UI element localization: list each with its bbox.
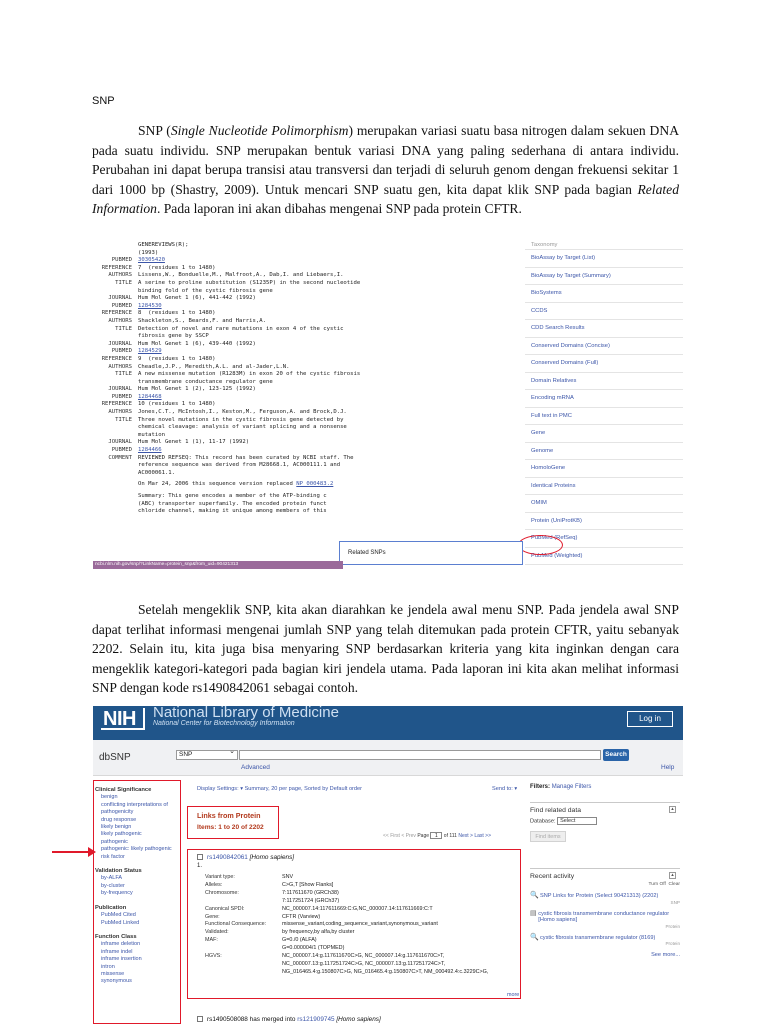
result-field — [205, 906, 515, 912]
manage-filters-link[interactable]: Manage Filters — [551, 784, 592, 790]
result-field-label — [205, 969, 282, 975]
nih-header — [93, 706, 683, 740]
related-link[interactable]: Protein (UniProtKB) — [525, 513, 683, 531]
comment-text: reference sequence was derived from M28668.1, AC000111.1 and — [138, 462, 341, 469]
record-row — [93, 250, 513, 258]
record-key — [93, 462, 138, 470]
record-value: GENEREVIEWS(R); — [138, 242, 189, 248]
record-row — [93, 295, 513, 303]
para1-text-b: ) merupakan variasi suatu basa nitrogen dalam sekuen DNA pada suatu individu. SNP merupakan bentuk variasi DNA yang paling sederhana di antara individu. Perubahan ini dapat berupa transisi atau transversi dan terjadi di seluruh genom dengan frekuensi sekitar 1 dari 1000 bp (Shastry, 2009). Untuk mencari SNP suatu gen, kita dapat klik SNP pada bagian — [92, 123, 680, 197]
record-row — [93, 326, 513, 334]
filter-item[interactable]: PubMed Cited — [101, 912, 136, 919]
filter-item[interactable]: inframe insertion — [101, 956, 142, 963]
comment-text: AC000061.1. — [138, 469, 176, 476]
related-link[interactable]: Conserved Domains (Full) — [525, 355, 683, 373]
summary-row — [93, 493, 513, 501]
related-link[interactable]: BioSystems — [525, 285, 683, 303]
related-link[interactable]: CDD Search Results — [525, 320, 683, 338]
record-row — [93, 356, 513, 364]
record-key: REFERENCE — [101, 310, 132, 317]
record-key: REFERENCE — [101, 401, 132, 408]
result-field-value: NC_000007.13:g.117251724C>G, NC_000007.13:g.117251724C>T, — [282, 960, 446, 967]
filter-item[interactable]: risk factor — [101, 853, 125, 860]
record-value: (1993) — [138, 249, 159, 256]
result-field-label: Gene: — [205, 913, 220, 920]
para2-text: Setelah mengeklik SNP, kita akan diarahkan ke jendela awal menu SNP. Pada jendela awal SNP dapat terlihat informasi mengenai jumlah SNP yang telah ditemukan pada protein CFTR, yaitu sebanyak 2202. Selain itu, kita juga bisa menyaring SNP berdasarkan kriteria yang kita inginkan dengan cara mengeklik kategori-kategori pada bagian kiri jendela utama. Pada laporan ini kita akan melihat informasi SNP dengan kode rs1490842061 sebagai contoh. — [92, 602, 679, 696]
pager-next[interactable]: Next > — [458, 832, 473, 839]
db-label: dbSNP — [99, 752, 131, 763]
pager-last[interactable]: Last >> — [474, 832, 492, 839]
summary-text: (ABC) transporter superfamily. The encoded protein funct — [138, 500, 327, 507]
record-key: JOURNAL — [108, 439, 132, 446]
related-link[interactable]: CCDS — [525, 303, 683, 321]
display-settings[interactable]: Display Settings: ▾ Summary, 20 per page, Sorted by Default order — [197, 786, 363, 792]
record-key: PUBMED — [111, 348, 132, 355]
result-field — [205, 953, 515, 959]
result-field-value: SNV — [282, 874, 294, 880]
record-value: A new missense mutation (R1283M) in exon 20 of the cystic fibrosis — [138, 371, 361, 378]
pager-page-label: Page — [417, 832, 430, 839]
record-row — [93, 417, 513, 425]
search-icon: 🔍 — [530, 892, 539, 899]
pager — [383, 832, 491, 839]
document-icon: ▤ — [530, 909, 537, 917]
result-2-id: rs1490508088 — [207, 1016, 248, 1023]
filter-item[interactable]: conflicting interpretations of pathogenicity — [101, 801, 168, 816]
related-link[interactable] — [525, 565, 683, 570]
record-value: 9 (residues 1 to 1480) — [138, 355, 216, 362]
filter-item[interactable]: inframe deletion — [101, 941, 141, 948]
result-field — [205, 890, 515, 896]
record-row — [93, 265, 513, 273]
result-rs-link[interactable]: rs1490842061 — [207, 854, 248, 861]
filter-item[interactable]: by-cluster — [101, 882, 125, 889]
para1-text-c: . Pada laporan ini akan dibahas mengenai SNP pada protein CFTR. — [156, 201, 522, 217]
record-key: PUBMED — [111, 393, 132, 400]
recent-controls — [530, 882, 680, 887]
record-row — [93, 333, 513, 341]
result-field-value: NC_000007.14:g.117611670C>G, NC_000007.14:g.117611670C>T, — [282, 953, 445, 960]
search-bar — [93, 740, 683, 776]
result-field-label: Alleles: — [205, 881, 223, 888]
result-field-label: HGVS: — [205, 953, 222, 960]
related-link[interactable]: Taxonomy — [525, 242, 683, 250]
result-field-label — [205, 945, 282, 951]
filter-sidebar — [95, 780, 177, 986]
record-key: AUTHORS — [108, 409, 132, 416]
comment-row — [93, 455, 513, 463]
record-value: Cheadle,J.P., Meredith,A.L. and al-Jader,L.N. — [138, 363, 290, 370]
pager-prev[interactable]: < Prev — [401, 832, 416, 839]
record-row — [93, 379, 513, 387]
record-value: 10 (residues 1 to 1480) — [138, 401, 216, 408]
para1-italic-term: Single Nucleotide Polimorphism — [170, 123, 349, 138]
send-to-menu[interactable]: Send to: ▾ — [492, 786, 518, 792]
red-arrow-annotation — [52, 851, 90, 853]
result-field-label — [205, 961, 282, 967]
record-row — [93, 348, 513, 356]
filter-section-title: Function Class — [95, 933, 137, 940]
record-value: Jones,C.T., McIntosh,I., Keston,M., Ferguson,A. and Brock,D.J. — [138, 409, 347, 416]
recent-activity-panel — [530, 868, 680, 978]
record-value: Three novel mutations in the cystic fibrosis gene detected by — [138, 416, 344, 423]
result-field — [205, 921, 515, 927]
recent-activity-text[interactable]: SNP Links for Protein (Select 90421313) (2202) — [540, 893, 659, 899]
genbank-record — [93, 242, 513, 516]
related-link[interactable]: Full text in PMC — [525, 408, 683, 426]
record-key: PUBMED — [111, 447, 132, 454]
record-value: Hum Mol Genet 1 (1), 11-17 (1992) — [138, 439, 250, 446]
record-key — [93, 493, 138, 501]
recent-activity-title: Recent activity — [530, 873, 575, 880]
record-row — [93, 424, 513, 432]
record-value: 8 (residues 1 to 1480) — [138, 310, 216, 317]
dbsnp-screenshot — [93, 706, 683, 1024]
record-key — [93, 501, 138, 509]
record-key: AUTHORS — [108, 272, 132, 279]
record-row — [93, 257, 513, 265]
find-related-panel — [530, 802, 680, 866]
protein-record-screenshot — [93, 242, 683, 570]
record-row — [93, 303, 513, 311]
record-key: REFERENCE — [101, 264, 132, 271]
snp-highlight-circle — [518, 535, 563, 555]
related-database-select[interactable]: Select — [557, 817, 597, 825]
database-label: Database: — [530, 818, 556, 825]
result-field-label: Canonical SPDI: — [205, 905, 245, 912]
recent-activity-db-tag: Protein — [665, 923, 680, 929]
para1-text-a: SNP ( — [138, 123, 171, 138]
result-field-value: CFTR (Varview) — [282, 913, 321, 920]
record-key: JOURNAL — [108, 340, 132, 347]
recent-activity-item[interactable] — [530, 893, 680, 900]
filter-item[interactable]: likely pathogenic — [101, 831, 142, 838]
record-row — [93, 386, 513, 394]
search-button[interactable]: Search — [603, 749, 629, 761]
record-row — [93, 401, 513, 409]
record-row — [93, 439, 513, 447]
related-link[interactable]: Domain Relatives — [525, 373, 683, 391]
related-link[interactable]: Gene — [525, 425, 683, 443]
more-link[interactable]: more — [507, 992, 520, 998]
result-field — [205, 874, 515, 880]
record-key — [93, 470, 138, 478]
record-key — [93, 333, 138, 341]
pager-first[interactable]: << First — [383, 832, 400, 839]
record-key: TITLE — [115, 416, 132, 423]
record-key — [93, 432, 138, 440]
result-field-value: missense_variant,coding_sequence_variant,synonymous_variant — [282, 921, 438, 928]
filter-section-title: Validation Status — [95, 868, 142, 875]
result-field-value: NG_016465.4:g.150807C>G, NG_016465.4:g.150807C>T, NM_000492.4:c.3229C>G, — [282, 968, 489, 975]
clear-link[interactable]: Clear — [668, 882, 680, 887]
result-2-text: has merged into — [247, 1016, 298, 1023]
filter-section-title: Publication — [95, 904, 127, 911]
comment-row — [93, 462, 513, 470]
record-row — [93, 280, 513, 288]
record-value: Hum Mol Genet 1 (2), 123-125 (1992) — [138, 386, 256, 393]
result-field — [205, 961, 515, 967]
summary-text: chloride channel, making it unique among members of this — [138, 508, 327, 515]
related-snps-tooltip: Related SNPs — [339, 541, 523, 565]
nih-logo[interactable]: NIH — [103, 708, 136, 730]
result-field — [205, 882, 515, 888]
panel-collapse-icon[interactable]: ▴ — [669, 806, 676, 813]
advanced-link[interactable]: Advanced — [241, 764, 270, 771]
record-row — [93, 394, 513, 402]
pubmed-link[interactable]: 30305420 — [138, 257, 165, 264]
login-button[interactable]: Log in — [627, 711, 673, 727]
related-link[interactable]: Encoding mRNA — [525, 390, 683, 408]
record-key: AUTHORS — [108, 317, 132, 324]
recent-activity-text[interactable]: cystic fibrosis transmembrane regulator (8169) — [540, 934, 656, 941]
record-key: AUTHORS — [108, 363, 132, 370]
record-key: PUBMED — [111, 302, 132, 309]
filter-item[interactable]: missense — [101, 970, 125, 977]
record-key — [93, 508, 138, 516]
record-row — [93, 288, 513, 296]
recent-activity-item[interactable] — [530, 935, 680, 942]
record-row — [93, 341, 513, 349]
filter-item[interactable]: by-ALFA — [101, 875, 123, 882]
record-key — [93, 379, 138, 387]
snp-window-paragraph — [92, 600, 679, 698]
filters-row — [530, 784, 680, 790]
items-count: Items: 1 to 20 of 2202 — [197, 824, 264, 831]
result-field-label: Functional Consequence: — [205, 921, 267, 928]
find-items-button[interactable]: Find items — [530, 831, 566, 842]
filter-item[interactable]: pathogenic: likely pathogenic — [101, 846, 172, 853]
recent-activity-db-tag: Protein — [665, 941, 680, 947]
result-checkbox[interactable] — [197, 854, 203, 860]
recent-collapse-icon[interactable]: ▴ — [669, 872, 676, 879]
record-key: TITLE — [115, 279, 132, 286]
para1-italic-related: Related Information — [92, 181, 679, 217]
record-value: Shackleton,S., Beards,F. and Harris,A. — [138, 317, 266, 324]
section-heading: SNP — [92, 95, 115, 107]
search-input[interactable] — [239, 750, 601, 760]
record-value: A serine to proline substitution (S1235P) in the second nucleotide — [138, 279, 361, 286]
recent-activity-db-tag: SNP — [670, 899, 680, 905]
result-field-value: NC_000007.14:117611669:C:G,NC_000007.14:117611669:C:T — [282, 905, 433, 912]
record-row — [93, 447, 513, 455]
record-row — [93, 432, 513, 440]
filter-item[interactable]: pathogenic — [101, 838, 128, 845]
ncbi-subtitle: National Center for Biotechnology Information — [153, 720, 295, 727]
database-select[interactable]: SNP ⌄ — [176, 750, 238, 760]
result-field-label: Validated: — [205, 929, 229, 936]
result-field-value: G=0./0 (ALFA) — [282, 937, 317, 944]
result-2-checkbox[interactable] — [197, 1016, 203, 1022]
result-2-merged-link[interactable]: rs121909745 — [297, 1016, 335, 1023]
status-url-bar: ncbi.nlm.nih.gov/snp/?LinkName=protein_snp&from_uid=90421313 — [93, 561, 343, 569]
result-field-value: by frequency,by alfa,by cluster — [282, 929, 355, 936]
record-key — [93, 424, 138, 432]
record-row — [93, 371, 513, 379]
result-field — [205, 914, 515, 920]
summary-row — [93, 508, 513, 516]
help-link[interactable]: Help — [661, 764, 675, 771]
filter-item[interactable]: drug response — [101, 816, 137, 823]
summary-text: Summary: This gene encodes a member of the ATP-binding c — [138, 493, 327, 499]
pubmed-link[interactable]: 1284468 — [138, 393, 162, 400]
pubmed-link[interactable]: 1284530 — [138, 302, 162, 309]
result-header — [197, 854, 294, 861]
record-row — [93, 242, 513, 250]
record-value: chemical cleavage: analysis of variant splicing and a nonsense — [138, 424, 347, 431]
record-row — [93, 409, 513, 417]
record-value: transmembrane conductance regulator gene — [138, 378, 273, 385]
filter-item[interactable]: inframe indel — [101, 948, 133, 955]
replaced-prefix: On Mar 24, 2006 this sequence version replaced — [138, 481, 297, 488]
related-link[interactable]: Conserved Domains (Concise) — [525, 338, 683, 356]
record-value: binding fold of the cystic fibrosis gene — [138, 287, 273, 294]
record-key — [93, 250, 138, 258]
search-icon: 🔍 — [530, 933, 539, 941]
result-field — [205, 929, 515, 935]
result-field-label: Chromosome: — [205, 889, 239, 896]
pubmed-link[interactable]: 1284529 — [138, 348, 162, 355]
result-field — [205, 969, 515, 975]
record-key: COMMENT — [108, 454, 132, 461]
replaced-link[interactable]: NP_000483.2 — [296, 481, 334, 488]
filter-item[interactable]: benign — [101, 794, 118, 801]
comment-text: REVIEWED REFSEQ: This record has been curated by NCBI staff. The — [138, 454, 354, 461]
result-field — [205, 945, 515, 951]
record-row — [93, 310, 513, 318]
filters-label: Filters: Manage Filters — [530, 784, 592, 790]
related-link[interactable]: PubMed (Weighted) — [525, 548, 683, 566]
result-field-value: C>G,T [Show Flanks] — [282, 881, 334, 888]
record-value: Lissens,W., Bonduelle,M., Malfroot,A., Dab,I. and Liebaers,I. — [138, 272, 344, 279]
result-details — [205, 874, 515, 977]
page-number-input[interactable]: 1 — [430, 832, 442, 839]
replaced-text — [138, 481, 513, 489]
record-value: Hum Mol Genet 1 (6), 439-440 (1992) — [138, 340, 256, 347]
record-row — [93, 318, 513, 326]
result-species: [Homo sapiens] — [249, 854, 295, 861]
related-link[interactable]: Identical Proteins — [525, 478, 683, 496]
replaced-row — [93, 481, 513, 489]
filter-item[interactable]: intron — [101, 963, 115, 970]
record-key: REFERENCE — [101, 355, 132, 362]
related-link[interactable]: Genome — [525, 443, 683, 461]
record-value: mutation — [138, 431, 165, 438]
record-key — [93, 481, 138, 489]
nlm-title: National Library of Medicine — [153, 706, 339, 721]
related-link[interactable]: BioAssay by Target (List) — [525, 250, 683, 268]
comment-row — [93, 470, 513, 478]
filter-item[interactable]: by-frequency — [101, 890, 133, 897]
find-related-title: Find related data — [530, 807, 582, 814]
record-key: JOURNAL — [108, 386, 132, 393]
summary-row — [93, 501, 513, 509]
result-field — [205, 898, 515, 904]
result-field-label — [205, 898, 282, 904]
turn-off-link[interactable]: Turn Off — [648, 882, 666, 887]
record-key: JOURNAL — [108, 295, 132, 302]
record-key: PUBMED — [111, 257, 132, 264]
result-field — [205, 937, 515, 943]
record-key: TITLE — [115, 371, 132, 378]
related-link[interactable]: BioAssay by Target (Summary) — [525, 268, 683, 286]
result-field-value: 7:117611670 (GRCh38) — [282, 889, 339, 896]
record-value: fibrosis gene by SSCP — [138, 333, 209, 340]
recent-activity-item[interactable] — [530, 911, 680, 924]
result-field-label: MAF: — [205, 937, 218, 944]
related-link[interactable]: OMIM — [525, 495, 683, 513]
record-row — [93, 272, 513, 280]
record-key: TITLE — [115, 325, 132, 332]
recent-activity-text[interactable]: cystic fibrosis transmembrane conductance regulator [Homo sapiens] — [538, 910, 670, 924]
related-link[interactable]: PubMed (RefSeq) — [525, 530, 683, 548]
filter-item[interactable]: PubMed Linked — [101, 919, 140, 926]
see-more-link[interactable]: See more... — [651, 952, 680, 959]
filter-item[interactable]: synonymous — [101, 978, 132, 985]
record-value: Detection of novel and rare mutations in exon 4 of the cystic — [138, 325, 344, 332]
intro-paragraph — [92, 121, 679, 219]
record-value: 7 (residues 1 to 1480) — [138, 264, 216, 271]
pager-of: of 111 — [443, 832, 457, 839]
result-field-value: G=0.000004/1 (TOPMED) — [282, 945, 345, 952]
filter-section-title: Clinical Significance — [95, 787, 152, 793]
related-link[interactable]: HomoloGene — [525, 460, 683, 478]
links-from-protein-title: Links from Protein — [197, 811, 261, 820]
filter-item[interactable]: likely benign — [101, 824, 132, 831]
filter-highlight-box — [93, 780, 181, 1024]
result-field-value: 7:117251724 (GRCh37) — [282, 897, 340, 904]
record-value: Hum Mol Genet 1 (6), 441-442 (1992) — [138, 295, 256, 302]
result-number: 1. — [197, 863, 203, 869]
record-key — [93, 242, 138, 250]
result-2-species: [Homo sapiens] — [336, 1016, 381, 1023]
pubmed-link[interactable]: 1284466 — [138, 447, 162, 454]
record-key — [93, 288, 138, 296]
database-row — [530, 817, 680, 825]
result-field-label: Variant type: — [205, 874, 235, 880]
result-2-header — [197, 1016, 381, 1023]
related-information-list — [525, 242, 683, 570]
record-row — [93, 364, 513, 372]
